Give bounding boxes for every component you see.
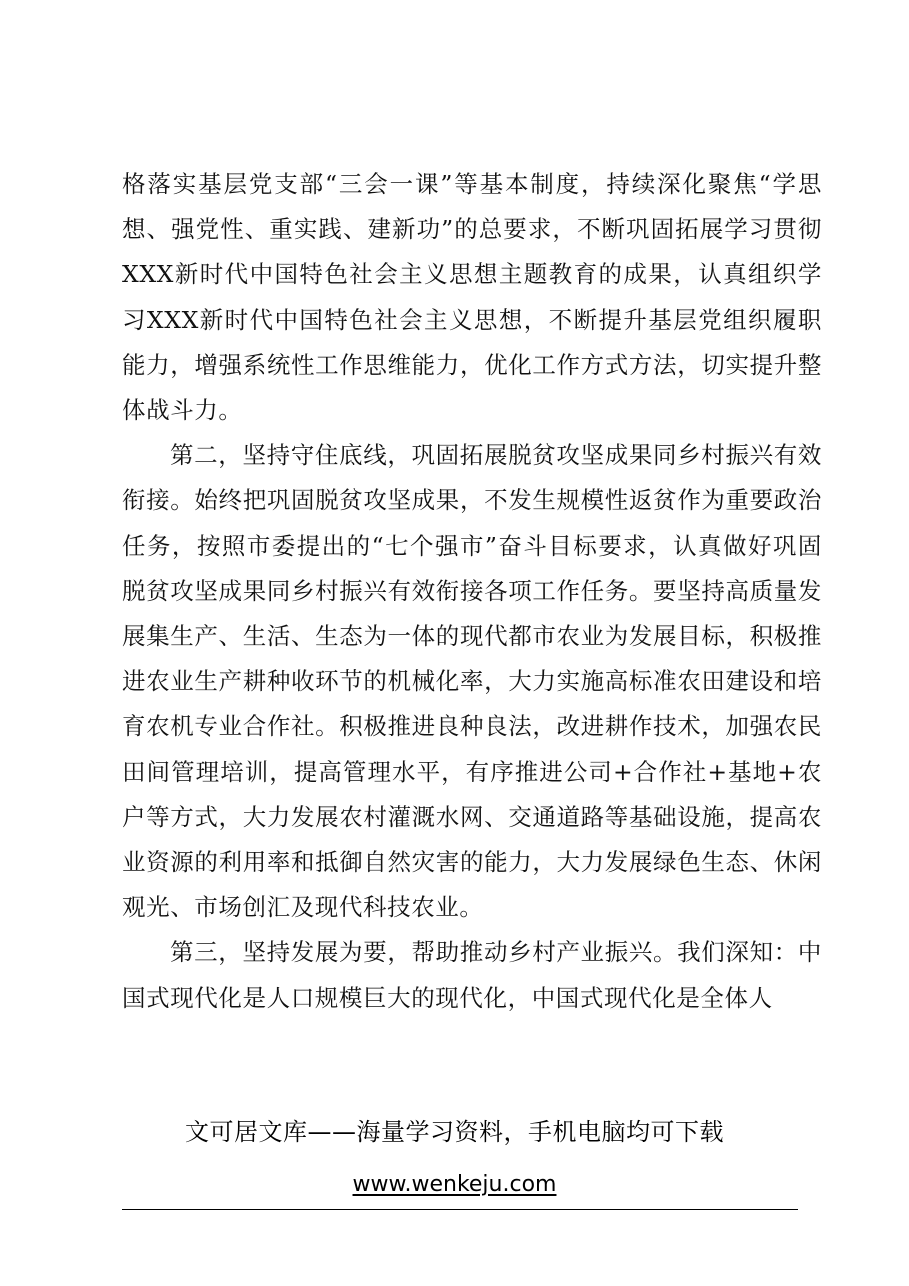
footer-divider <box>122 1209 798 1210</box>
paragraph-1: 格落实基层党支部“三会一课”等基本制度，持续深化聚焦“学思想、强党性、重实践、建新功”的总要求，不断巩固拓展学习贯彻XXX新时代中国特色社会主义思想主题教育的成果，认真组织学习XXX新时代中国特色社会主义思想，不断提升基层党组织履职能力，增强系统性工作思维能力，优化工作方式方法，切实提升整体战斗力。 <box>122 170 822 425</box>
document-body <box>122 162 822 1021</box>
footer-title: 文可居文库——海量学习资料，手机电脑均可下载 <box>185 1118 724 1146</box>
paragraph-3: 第三，坚持发展为要，帮助推动乡村产业振兴。我们深知：中国式现代化是人口规模巨大的现代化，中国式现代化是全体人 <box>122 938 822 1012</box>
footer-url-link[interactable]: www.wenkeju.com <box>352 1172 557 1197</box>
paragraph-2: 第二，坚持守住底线，巩固拓展脱贫攻坚成果同乡村振兴有效衔接。始终把巩固脱贫攻坚成果，不发生规模性返贫作为重要政治任务，按照市委提出的“七个强市”奋斗目标要求，认真做好巩固脱贫攻坚成果同乡村振兴有效衔接各项工作任务。要坚持高质量发展集生产、生活、生态为一体的现代都市农业为发展目标，积极推进农业生产耕种收环节的机械化率，大力实施高标准农田建设和培育农机专业合作社。积极推进良种良法，改进耕作技术，加强农民田间管理培训，提高管理水平，有序推进公司+合作社+基地+农户等方式，大力发展农村灌溉水网、交通道路等基础设施，提高农业资源的利用率和抵御自然灾害的能力，大力发展绿色生态、休闲观光、市场创汇及现代科技农业。 <box>122 441 822 922</box>
